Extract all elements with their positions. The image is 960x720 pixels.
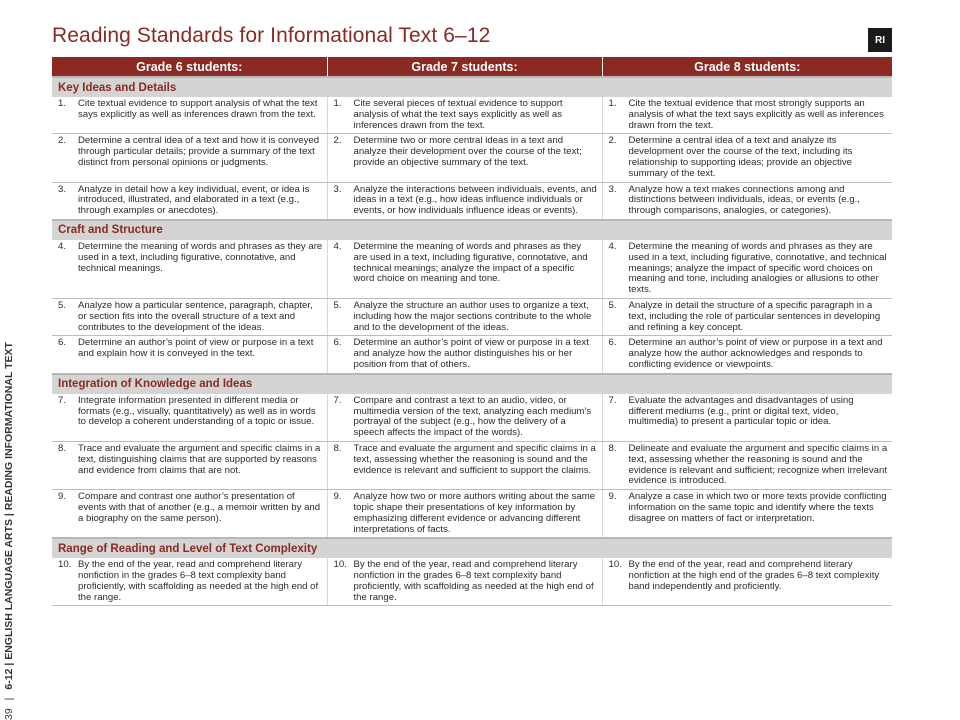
grade-6-cell bbox=[52, 134, 327, 182]
standard-item bbox=[54, 99, 323, 121]
grade-6-cell bbox=[52, 441, 327, 489]
standard-row bbox=[52, 441, 892, 489]
standard-row bbox=[52, 394, 892, 442]
side-pipe: | bbox=[3, 697, 15, 701]
grade-7-header: Grade 7 students: bbox=[327, 57, 602, 77]
grade-7-cell bbox=[327, 394, 602, 442]
standard-item bbox=[54, 560, 323, 603]
standard-number: 2. bbox=[58, 135, 67, 147]
standard-item bbox=[330, 185, 598, 217]
standard-text: Analyze the structure an author uses to organize a text, including how the major sections contribute to the whole and to the development of the ideas. bbox=[353, 299, 592, 333]
standard-text: Analyze in detail the structure of a specific paragraph in a text, including the role of particular sentences in developing and refining a key concept. bbox=[628, 299, 881, 333]
standard-number: 4. bbox=[608, 240, 617, 252]
strand-badge: RI bbox=[868, 28, 892, 52]
standard-number: 8. bbox=[333, 442, 342, 454]
standard-text: Delineate and evaluate the argument and specific claims in a text, assessing whether the reasoning is sound and the evidence is relevant and sufficient; recognize when irrelevant evidence is introduced. bbox=[628, 442, 888, 487]
grade-6-cell bbox=[52, 182, 327, 220]
standard-number: 6. bbox=[333, 337, 342, 349]
standard-number: 8. bbox=[608, 442, 617, 454]
grade-6-cell bbox=[52, 490, 327, 539]
standard-text: Determine the meaning of words and phrases as they are used in a text, including figurative, connotative, and technical meanings; analyze the impact of a specific word choice on meaning and tone. bbox=[353, 240, 588, 285]
grade-6-cell bbox=[52, 240, 327, 298]
grade-6-cell bbox=[52, 558, 327, 606]
standard-item bbox=[330, 242, 598, 285]
grade-8-cell bbox=[602, 298, 892, 335]
standard-text: By the end of the year, read and comprehend literary nonfiction in the grades 6–8 text complexity band proficiently, with scaffolding as needed at the high end of the range. bbox=[353, 559, 594, 603]
section-header-row bbox=[52, 538, 892, 558]
grade-8-cell bbox=[602, 97, 892, 134]
grade-header-row bbox=[52, 57, 892, 77]
standard-item bbox=[54, 136, 323, 168]
standard-item bbox=[54, 338, 323, 360]
grade-8-cell bbox=[602, 394, 892, 442]
standards-table bbox=[52, 57, 892, 606]
standard-text: Integrate information presented in different media or formats (e.g., visually, quantitatively) as well as in words to develop a coherent understanding of a topic or issue. bbox=[78, 394, 316, 428]
section-title: Range of Reading and Level of Text Complexity bbox=[52, 538, 892, 558]
standard-text: By the end of the year, read and comprehend literary nonfiction at the high end of the grades 6–8 text complexity band independently and proficiently. bbox=[628, 559, 880, 592]
standard-number: 6. bbox=[608, 337, 617, 349]
standard-number: 9. bbox=[333, 491, 342, 503]
standard-text: Analyze how a particular sentence, paragraph, chapter, or section fits into the overall structure of a text and contributes to the development of the ideas. bbox=[78, 299, 313, 333]
standard-item bbox=[54, 301, 323, 333]
standard-text: Determine an author’s point of view or purpose in a text and analyze how the author acknowledges and responds to conflicting evidence or viewpoints. bbox=[628, 337, 883, 370]
side-page-number: 39 bbox=[3, 708, 15, 720]
standard-item bbox=[605, 185, 889, 217]
grade-6-cell bbox=[52, 97, 327, 134]
standard-text: Compare and contrast a text to an audio, video, or multimedia version of the text, analyzing each medium’s portrayal of the subject (e.g., how the delivery of a speech affects the impact of the words). bbox=[353, 394, 592, 439]
standard-number: 4. bbox=[58, 240, 67, 252]
standard-row bbox=[52, 97, 892, 134]
standard-item bbox=[54, 185, 323, 217]
standard-text: Determine two or more central ideas in a text and analyze their development over the course of the text; provide an objective summary of the text. bbox=[353, 135, 582, 168]
standard-row bbox=[52, 336, 892, 374]
standard-item bbox=[605, 99, 889, 131]
standard-item bbox=[54, 396, 323, 428]
standard-number: 10. bbox=[58, 559, 72, 571]
standard-item bbox=[330, 99, 598, 131]
standard-item bbox=[605, 136, 889, 179]
standard-number: 1. bbox=[608, 98, 617, 109]
grade-7-cell bbox=[327, 298, 602, 335]
grade-8-cell bbox=[602, 558, 892, 606]
grade-8-cell bbox=[602, 182, 892, 220]
standard-item bbox=[330, 492, 598, 535]
grade-8-cell bbox=[602, 441, 892, 489]
standard-item bbox=[605, 560, 889, 592]
grade-7-cell bbox=[327, 134, 602, 182]
standard-number: 9. bbox=[608, 491, 617, 503]
grade-7-cell bbox=[327, 97, 602, 134]
standard-item bbox=[330, 560, 598, 603]
standard-number: 5. bbox=[608, 299, 617, 311]
standard-text: Determine an author’s point of view or purpose in a text and explain how it is conveyed in the text. bbox=[78, 337, 314, 360]
standard-item bbox=[330, 444, 598, 476]
standard-number: 10. bbox=[333, 559, 347, 571]
standard-item bbox=[330, 136, 598, 168]
section-header-row bbox=[52, 77, 892, 97]
standard-number: 5. bbox=[333, 299, 342, 311]
standard-text: Analyze a case in which two or more texts provide conflicting information on the same topic and identify where the texts disagree on matters of fact or interpretation. bbox=[628, 491, 887, 524]
standard-number: 2. bbox=[608, 135, 617, 147]
section-title: Key Ideas and Details bbox=[52, 77, 892, 97]
grade-6-cell bbox=[52, 336, 327, 374]
standard-text: Cite textual evidence to support analysis of what the text says explicitly as well as inferences drawn from the text. bbox=[78, 98, 318, 120]
standard-row bbox=[52, 298, 892, 335]
standard-number: 7. bbox=[608, 394, 617, 406]
grade-8-cell bbox=[602, 240, 892, 298]
standard-text: Evaluate the advantages and disadvantages of using different mediums (e.g., print or digital text, video, multimedia) to present a particular topic or idea. bbox=[628, 394, 854, 428]
section-header-row bbox=[52, 374, 892, 394]
standard-text: Cite several pieces of textual evidence to support analysis of what the text says explicitly as well as inferences drawn from the text. bbox=[353, 98, 563, 131]
standard-text: Determine a central idea of a text and how it is conveyed through particular details; provide a summary of the text distinct from personal opinions or judgments. bbox=[78, 135, 320, 168]
standard-item bbox=[605, 301, 889, 333]
standard-row bbox=[52, 182, 892, 220]
side-running-head-text: 6-12 | ENGLISH LANGUAGE ARTS | READING INFORMATIONAL TEXT bbox=[3, 342, 15, 690]
standard-item bbox=[605, 338, 889, 370]
standard-number: 6. bbox=[58, 337, 67, 349]
standard-row bbox=[52, 558, 892, 606]
standard-row bbox=[52, 490, 892, 539]
standard-item bbox=[330, 301, 598, 333]
standard-number: 2. bbox=[333, 135, 342, 147]
grade-7-cell bbox=[327, 490, 602, 539]
standard-row bbox=[52, 240, 892, 298]
standard-number: 10. bbox=[608, 559, 622, 571]
standard-text: Determine the meaning of words and phrases as they are used in a text, including figurative, connotative, and technical meanings; analyze the impact of specific word choices on meaning and tone, including analogies or allusions to other texts. bbox=[628, 240, 887, 296]
standard-text: Analyze in detail how a key individual, event, or idea is introduced, illustrated, and elaborated in a text (e.g., through examples or anecdotes). bbox=[78, 183, 310, 217]
standard-text: Analyze how a text makes connections among and distinctions between individuals, ideas, or events (e.g., through comparisons, analogies, or categories). bbox=[628, 183, 860, 217]
grade-7-cell bbox=[327, 182, 602, 220]
standard-number: 3. bbox=[58, 183, 67, 195]
standard-text: Cite the textual evidence that most strongly supports an analysis of what the text says explicitly as well as inferences drawn from the text. bbox=[628, 98, 884, 131]
standard-number: 1. bbox=[333, 98, 342, 109]
standard-number: 1. bbox=[58, 98, 67, 109]
section-title: Craft and Structure bbox=[52, 220, 892, 240]
standard-text: Determine a central idea of a text and analyze its development over the course of the text, including its relationship to supporting ideas; provide an objective summary of the text. bbox=[628, 135, 853, 179]
grade-8-cell bbox=[602, 336, 892, 374]
grade-6-cell bbox=[52, 394, 327, 442]
standard-text: Determine an author’s point of view or purpose in a text and analyze how the author distinguishes his or her position from that of others. bbox=[353, 337, 589, 370]
standards-body bbox=[52, 77, 892, 606]
standard-text: Determine the meaning of words and phrases as they are used in a text, including figurative, connotative, and technical meanings. bbox=[78, 240, 323, 274]
standard-number: 9. bbox=[58, 491, 67, 503]
standard-text: Compare and contrast one author’s presentation of events with that of another (e.g., a memoir written by and a biography on the same person). bbox=[78, 491, 321, 524]
standard-item bbox=[605, 396, 889, 428]
standard-number: 3. bbox=[333, 183, 342, 195]
standard-item bbox=[330, 338, 598, 370]
side-running-head bbox=[3, 300, 15, 720]
standard-item bbox=[54, 444, 323, 476]
standard-item bbox=[330, 396, 598, 439]
page-title: Reading Standards for Informational Text 6–12 bbox=[52, 24, 491, 47]
standard-number: 7. bbox=[58, 394, 67, 406]
section-header-row bbox=[52, 220, 892, 240]
standard-number: 5. bbox=[58, 299, 67, 311]
standard-text: Analyze the interactions between individuals, events, and ideas in a text (e.g., how ideas influence individuals or events, or how individuals influence ideas or events). bbox=[353, 183, 597, 217]
grade-6-header: Grade 6 students: bbox=[52, 57, 327, 77]
standard-number: 4. bbox=[333, 240, 342, 252]
standard-text: By the end of the year, read and comprehend literary nonfiction in the grades 6–8 text complexity band proficiently, with scaffolding as needed at the high end of the range. bbox=[78, 559, 319, 603]
grade-8-cell bbox=[602, 490, 892, 539]
grade-8-cell bbox=[602, 134, 892, 182]
standard-text: Trace and evaluate the argument and specific claims in a text, distinguishing claims that are supported by reasons and evidence from claims that are not. bbox=[78, 442, 321, 476]
grade-7-cell bbox=[327, 240, 602, 298]
section-title: Integration of Knowledge and Ideas bbox=[52, 374, 892, 394]
grade-8-header: Grade 8 students: bbox=[602, 57, 892, 77]
standard-number: 3. bbox=[608, 183, 617, 195]
grade-7-cell bbox=[327, 441, 602, 489]
grade-7-cell bbox=[327, 558, 602, 606]
standard-item bbox=[54, 492, 323, 524]
grade-7-cell bbox=[327, 336, 602, 374]
standard-text: Trace and evaluate the argument and specific claims in a text, assessing whether the reasoning is sound and the evidence is relevant and sufficient to support the claims. bbox=[353, 442, 596, 476]
standard-item bbox=[605, 492, 889, 524]
grade-6-cell bbox=[52, 298, 327, 335]
standard-number: 7. bbox=[333, 394, 342, 406]
standard-number: 8. bbox=[58, 442, 67, 454]
standard-text: Analyze how two or more authors writing about the same topic shape their presentations of key information by emphasizing different evidence or advancing different interpretations of facts. bbox=[353, 491, 596, 535]
standard-item bbox=[605, 444, 889, 487]
standard-row bbox=[52, 134, 892, 182]
standard-item bbox=[605, 242, 889, 296]
standard-item bbox=[54, 242, 323, 274]
